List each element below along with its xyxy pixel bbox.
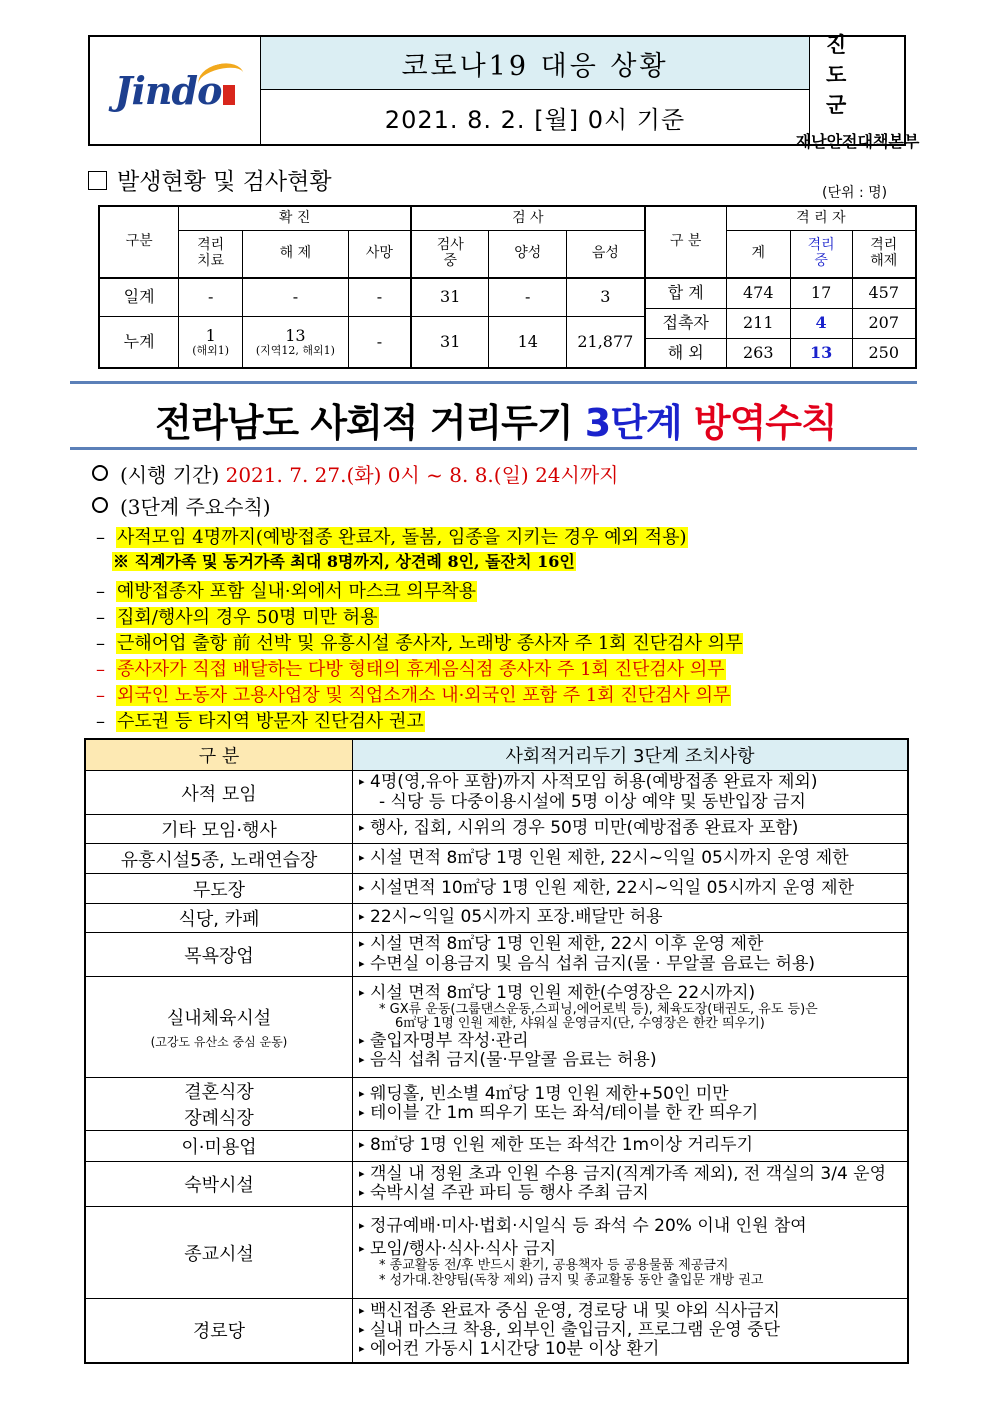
- main-title-c: 방역수칙: [681, 401, 837, 445]
- iso-row-total: 263: [726, 338, 790, 368]
- cumulative-negative: 21,877: [567, 316, 645, 368]
- row-cumulative-label: 누계: [99, 316, 179, 368]
- measure-line: - 식당 등 다중이용시설에 5명 이상 예약 및 동반입장 금지: [379, 791, 806, 812]
- rule-item: – 집회/행사의 경우 50명 미만 허용: [96, 607, 378, 628]
- measure-line: 모임/행사·식사·식사 금지: [370, 1238, 557, 1259]
- report-header: [88, 32, 920, 151]
- iso-row-label: 접촉자: [645, 308, 727, 338]
- rule-item: – 사적모임 4명까지(예방접종 완료자, 돌봄, 임종을 지키는 경우 예외 적용): [96, 527, 687, 548]
- measure-category: 사적 모임: [85, 771, 353, 815]
- rule-text: 사적모임 4명까지(예방접종 완료자, 돌봄, 임종을 지키는 경우 예외 적용): [117, 527, 687, 548]
- rule-item: – 근해어업 출항 前 선박 및 유흥시설 종사자, 노래방 종사자 주 1회 진단검사 의무: [96, 633, 743, 654]
- header-death: 사망: [348, 230, 411, 278]
- header-test: 검 사: [411, 206, 644, 230]
- header-isolating: 격리 중: [790, 230, 852, 278]
- measure-line: 시설 면적 8㎡당 1명 인원 제한, 22시~익일 05시까지 운영 제한: [370, 847, 849, 868]
- rule-text: 집회/행사의 경우 50명 미만 허용: [117, 607, 378, 628]
- measure-line: 8㎡당 1명 인원 제한 또는 좌석간 1m이상 거리두기: [370, 1135, 754, 1156]
- iso-row-isolating: 4: [790, 308, 852, 338]
- section-title: [88, 163, 332, 196]
- iso-row-released: 207: [852, 308, 916, 338]
- period-label: (시행 기간): [120, 463, 226, 487]
- rule-item: – 종사자가 직접 배달하는 다방 형태의 휴게음식점 종사자 주 1회 진단검사 의무: [96, 659, 725, 680]
- issuer-hq: 재난안전대책본부: [795, 132, 920, 151]
- measure-line: 4명(영,유아 포함)까지 사적모임 허용(예방접종 완료자 제외): [370, 772, 818, 793]
- iso-row-isolating: 13: [790, 338, 852, 368]
- header-negative: 음성: [567, 230, 645, 278]
- iso-row-total: 474: [726, 278, 790, 308]
- report-date: 2021. 8. 2. [월] 0시 기준: [384, 105, 686, 134]
- measure-note: * 종교활동 전/후 반드시 환기, 공용책자 등 공용물품 제공금지: [379, 1257, 729, 1273]
- measure-content: ▸ 정규예배·미사·법회·시일식 등 좌석 수 20% 이내 인원 참여 ▸ 모임/행사·식사·식사 금지 * 종교활동 전/후 반드시 환기, 공용책자 등 공용물품 제공금지 * 성가대.찬양팀(독창 제외) 금지 및 종교활동 동안 출입문 개방 권고: [353, 1207, 909, 1299]
- measure-category-name: 실내체육시설: [166, 1007, 272, 1029]
- rule-text: 예방접종자 포함 실내·외에서 마스크 의무착용: [117, 581, 476, 602]
- checkbox-square-icon: [88, 171, 107, 190]
- measure-category: 목욕장업: [85, 933, 353, 977]
- measure-content: ▸ 시설 면적 8㎡당 1명 인원 제한, 22시~익일 05시까지 운영 제한: [353, 844, 909, 874]
- measure-category: 종교시설: [85, 1207, 353, 1299]
- rule-text: 근해어업 출항 前 선박 및 유흥시설 종사자, 노래방 종사자 주 1회 진단검사 의무: [117, 633, 743, 654]
- row-daily-label: 일계: [99, 278, 179, 316]
- measure-line: 출입자명부 작성·관리: [370, 1031, 529, 1052]
- measure-line: 에어컨 가동시 1시간당 10분 이상 환기: [370, 1338, 660, 1359]
- header-isolation: 격 리 자: [726, 206, 916, 230]
- iso-row-label: 해 외: [645, 338, 727, 368]
- measures-table: [84, 738, 909, 1364]
- cumulative-release-value: 13: [285, 325, 306, 345]
- issuer-box: [795, 32, 920, 151]
- rule-note-text: ※ 직계가족 및 동거가족 최대 8명까지, 상견례 8인, 돌잔치 16인: [113, 552, 575, 571]
- cumulative-iso-treat-value: 1: [205, 325, 216, 345]
- header-category: 구분: [99, 206, 179, 278]
- measure-content: ▸ 객실 내 정원 초과 인원 수용 금지(직계가족 제외), 전 객실의 3/4 운영 ▸ 숙박시설 주관 파티 등 행사 주최 금지: [353, 1162, 909, 1207]
- measure-category-name: 결혼식장: [184, 1082, 254, 1103]
- measure-line: 시설면적 10㎡당 1명 인원 제한, 22시~익일 05시까지 운영 제한: [370, 877, 855, 898]
- measure-content: ▸ 시설 면적 8㎡당 1명 인원 제한(수영장은 22시까지) * GX류 운동(그룹댄스운동,스피닝,에어로빅 등), 체육도장(태권도, 유도 등)은 6㎡당 1명 인원 제한, 샤워실 운영금지(단, 수영장은 한칸 띄우기) ▸ 출입자명부 작성·관리 ▸ 음식 섭취 금지(물·무알콜 음료는 허용): [353, 977, 909, 1078]
- measure-line: 백신접종 완료자 중심 운영, 경로당 내 및 야외 식사금지: [370, 1300, 780, 1321]
- measure-line: 실내 마스크 착용, 외부인 출입금지, 프로그램 운영 중단: [370, 1319, 780, 1340]
- report-title: 코로나19 대응 상황: [261, 37, 809, 90]
- rule-item: – 수도권 등 타지역 방문자 진단검사 권고: [96, 711, 424, 732]
- measures-header-category: 구 분: [85, 739, 353, 771]
- daily-positive: -: [489, 278, 567, 316]
- measures-header-content: 사회적거리두기 3단계 조치사항: [353, 739, 909, 771]
- stats-table: [98, 205, 917, 369]
- measure-note: * 성가대.찬양팀(독창 제외) 금지 및 종교활동 동안 출입문 개방 권고: [379, 1272, 764, 1288]
- iso-row-total: 211: [726, 308, 790, 338]
- rule-item: – 외국인 노동자 고용사업장 및 직업소개소 내·외국인 포함 주 1회 진단검사 의무: [96, 685, 731, 706]
- measure-category-name: 장례식장: [184, 1108, 254, 1129]
- main-title-a: 전라남도 사회적 거리두기: [155, 401, 585, 445]
- measure-category: 식당, 카페: [85, 904, 353, 933]
- header-released: 격리 해제: [852, 230, 916, 278]
- period-value: 2021. 7. 27.(화) 0시 ~ 8. 8.(일) 24시까지: [225, 463, 619, 487]
- main-rules-label: (3단계 주요수칙): [120, 495, 271, 519]
- measure-note: 6㎡당 1명 인원 제한, 샤워실 운영금지(단, 수영장은 한칸 띄우기): [395, 1016, 765, 1032]
- measure-content: ▸ 시설면적 10㎡당 1명 인원 제한, 22시~익일 05시까지 운영 제한: [353, 874, 909, 904]
- measure-category: 유흥시설5종, 노래연습장: [85, 844, 353, 874]
- period-bullet: [92, 459, 618, 488]
- section-title-text: 발생현황 및 검사현황: [117, 169, 332, 195]
- measure-category-sub: (고강도 유산소 중심 운동): [150, 1034, 288, 1049]
- measure-content: ▸ 행사, 집회, 시위의 경우 50명 미만(예방접종 완료자 포함): [353, 815, 909, 844]
- measure-content: ▸ 시설 면적 8㎡당 1명 인원 제한, 22시 이후 운영 제한 ▸ 수면실 이용금지 및 음식 섭취 금지(물 · 무알콜 음료는 허용): [353, 933, 909, 977]
- measure-line: 숙박시설 주관 파티 등 행사 주최 금지: [370, 1183, 649, 1203]
- measure-note: * GX류 운동(그룹댄스운동,스피닝,에어로빅 등), 체육도장(태권도, 유도 등)은: [379, 1001, 818, 1017]
- measure-category: 숙박시설: [85, 1162, 353, 1207]
- measure-content: ▸ 백신접종 완료자 중심 운영, 경로당 내 및 야외 식사금지 ▸ 실내 마스크 착용, 외부인 출입금지, 프로그램 운영 중단 ▸ 에어컨 가동시 1시간당 10분 이상 환기: [353, 1299, 909, 1363]
- logo-text: Jindo: [114, 68, 222, 113]
- header-release: 해 제: [243, 230, 349, 278]
- measure-content: ▸ 웨딩홀, 빈소별 4㎡당 1명 인원 제한+50인 미만 ▸ 테이블 간 1m 띄우기 또는 좌석/테이블 한 칸 띄우기: [353, 1078, 909, 1131]
- header-total: 계: [726, 230, 790, 278]
- cumulative-testing: 31: [411, 316, 489, 368]
- measure-line: 객실 내 정원 초과 인원 수용 금지(직계가족 제외), 전 객실의 3/4 운영: [370, 1163, 887, 1184]
- cumulative-iso-treat-note: (해외1): [192, 343, 230, 357]
- header-iso-treat: 격리 치료: [179, 230, 243, 278]
- main-title: [0, 392, 992, 447]
- divider-bottom: [70, 447, 917, 450]
- daily-negative: 3: [567, 278, 645, 316]
- measure-category: 경로당: [85, 1299, 353, 1363]
- header-category2: 구 분: [645, 206, 727, 278]
- header-confirmed: 확 진: [179, 206, 411, 230]
- rule-item: – 예방접종자 포함 실내·외에서 마스크 의무착용: [96, 581, 476, 602]
- measure-line: 웨딩홀, 빈소별 4㎡당 1명 인원 제한+50인 미만: [370, 1083, 729, 1104]
- measure-category: 기타 모임·행사: [85, 815, 353, 844]
- header-testing: 검사 중: [411, 230, 489, 278]
- rule-text: 종사자가 직접 배달하는 다방 형태의 휴게음식점 종사자 주 1회 진단검사 의무: [117, 659, 725, 680]
- cumulative-iso-treat: [179, 316, 243, 368]
- header-positive: 양성: [489, 230, 567, 278]
- measure-line: 테이블 간 1m 띄우기 또는 좌석/테이블 한 칸 띄우기: [370, 1103, 759, 1123]
- measure-line: 수면실 이용금지 및 음식 섭취 금지(물 · 무알콜 음료는 허용): [370, 953, 816, 974]
- rule-text: 외국인 노동자 고용사업장 및 직업소개소 내·외국인 포함 주 1회 진단검사 의무: [117, 685, 731, 706]
- measure-line: 시설 면적 8㎡당 1명 인원 제한, 22시 이후 운영 제한: [370, 934, 764, 955]
- cumulative-death: -: [348, 316, 411, 368]
- issuer-county: 진 도 군: [826, 32, 863, 117]
- iso-row-label: 합 계: [645, 278, 727, 308]
- cumulative-release-note: (지역12, 해외1): [255, 343, 335, 357]
- rule-note: [112, 549, 576, 572]
- measure-category: [85, 1078, 353, 1131]
- measure-category: 이·미용업: [85, 1131, 353, 1162]
- measure-content: ▸ 8㎡당 1명 인원 제한 또는 좌석간 1m이상 거리두기: [353, 1131, 909, 1162]
- iso-row-released: 250: [852, 338, 916, 368]
- measure-line: 시설 면적 8㎡당 1명 인원 제한(수영장은 22시까지): [370, 982, 756, 1003]
- measure-category: 무도장: [85, 874, 353, 904]
- measure-line: 행사, 집회, 시위의 경우 50명 미만(예방접종 완료자 포함): [370, 818, 799, 839]
- unit-label: (단위 : 명): [822, 185, 888, 201]
- cumulative-release: [243, 316, 349, 368]
- logo-swoosh-icon: [195, 59, 247, 98]
- divider-top: [70, 381, 917, 384]
- measure-content: ▸ 4명(영,유아 포함)까지 사적모임 허용(예방접종 완료자 제외) - 식당 등 다중이용시설에 5명 이상 예약 및 동반입장 금지: [353, 771, 909, 815]
- main-title-b: 3단계: [584, 401, 682, 445]
- jindo-logo: [90, 37, 261, 144]
- measure-content: ▸ 22시~익일 05시까지 포장.배달만 허용: [353, 904, 909, 933]
- measure-line: 정규예배·미사·법회·시일식 등 좌석 수 20% 이내 인원 참여: [370, 1215, 807, 1236]
- daily-testing: 31: [411, 278, 489, 316]
- main-rules-bullet: [92, 491, 271, 520]
- measure-line: 음식 섭취 금지(물·무알콜 음료는 허용): [370, 1050, 657, 1071]
- iso-row-isolating: 17: [790, 278, 852, 308]
- iso-row-released: 457: [852, 278, 916, 308]
- measure-line: 22시~익일 05시까지 포장.배달만 허용: [370, 907, 663, 928]
- daily-iso-treat: -: [179, 278, 243, 316]
- daily-death: -: [348, 278, 411, 316]
- circle-bullet-icon: [92, 497, 108, 513]
- cumulative-positive: 14: [489, 316, 567, 368]
- daily-release: -: [243, 278, 349, 316]
- rule-text: 수도권 등 타지역 방문자 진단검사 권고: [117, 711, 424, 732]
- measure-category: [85, 977, 353, 1078]
- circle-bullet-icon: [92, 465, 108, 481]
